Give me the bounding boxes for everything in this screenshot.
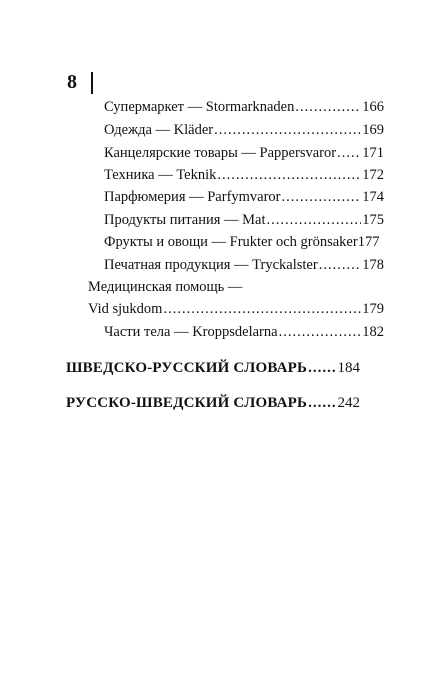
dot-leader	[279, 322, 362, 342]
toc-entry-title: Канцелярские товары — Pappersvaror	[104, 145, 337, 161]
toc-section	[66, 358, 360, 378]
toc-entry	[104, 210, 384, 230]
dot-leader	[319, 255, 362, 275]
toc-entry	[104, 120, 384, 140]
toc-entry	[104, 187, 384, 207]
toc-entry-page: 175	[362, 212, 384, 228]
toc-entry	[88, 299, 384, 319]
dot-leader	[308, 393, 336, 413]
toc-entry-page: 166	[362, 99, 384, 115]
toc-entry-title: Техника — Teknik	[104, 167, 217, 183]
dot-leader	[282, 187, 362, 207]
toc-entry	[104, 322, 384, 342]
toc-entry	[104, 97, 384, 117]
toc-entry-page: 177	[357, 234, 380, 250]
toc-entry-page: 182	[362, 324, 384, 340]
page-number: 8	[67, 71, 77, 93]
dot-leader	[295, 97, 361, 117]
toc-entry-page: 172	[362, 167, 384, 183]
toc-entry-page: 174	[362, 189, 384, 205]
dot-leader	[163, 299, 361, 319]
dot-leader	[308, 358, 336, 378]
toc-entry	[104, 255, 384, 275]
dot-leader	[267, 210, 362, 230]
toc-entry-page: 178	[362, 257, 384, 273]
toc-section-page: 242	[337, 395, 360, 411]
toc-entry-page: 179	[362, 301, 384, 317]
toc-entry-page: 169	[362, 122, 384, 138]
toc-entry-title: Парфюмерия — Parfymvaror	[104, 189, 281, 205]
toc-entry-page: 171	[362, 145, 384, 161]
toc-entry-title: Фрукты и овощи — Frukter och grönsaker	[104, 234, 358, 250]
dot-leader	[337, 143, 361, 163]
toc-entry-title: Супермаркет — Stormarknaden	[104, 99, 295, 115]
toc-entry-title: Печатная продукция — Tryckalster	[104, 257, 318, 273]
toc-section	[66, 393, 360, 413]
dot-leader	[217, 165, 361, 185]
toc-entry-title: Продукты питания — Mat	[104, 212, 266, 228]
toc-entry	[104, 232, 384, 252]
toc-entry	[104, 165, 384, 185]
toc-section-title: ШВЕДСКО-РУССКИЙ СЛОВАРЬ	[66, 360, 308, 376]
toc-section-title: РУССКО-ШВЕДСКИЙ СЛОВАРЬ	[66, 395, 308, 411]
toc-entry	[104, 143, 384, 163]
toc-entry-title: Части тела — Kroppsdelarna	[104, 324, 278, 340]
toc-entry-title-line: Медицинская помощь —	[88, 279, 243, 295]
dot-leader	[214, 120, 361, 140]
toc-entry-title: Vid sjukdom	[88, 301, 163, 317]
toc-entry-title: Одежда — Kläder	[104, 122, 214, 138]
toc-section-page: 184	[337, 360, 360, 376]
